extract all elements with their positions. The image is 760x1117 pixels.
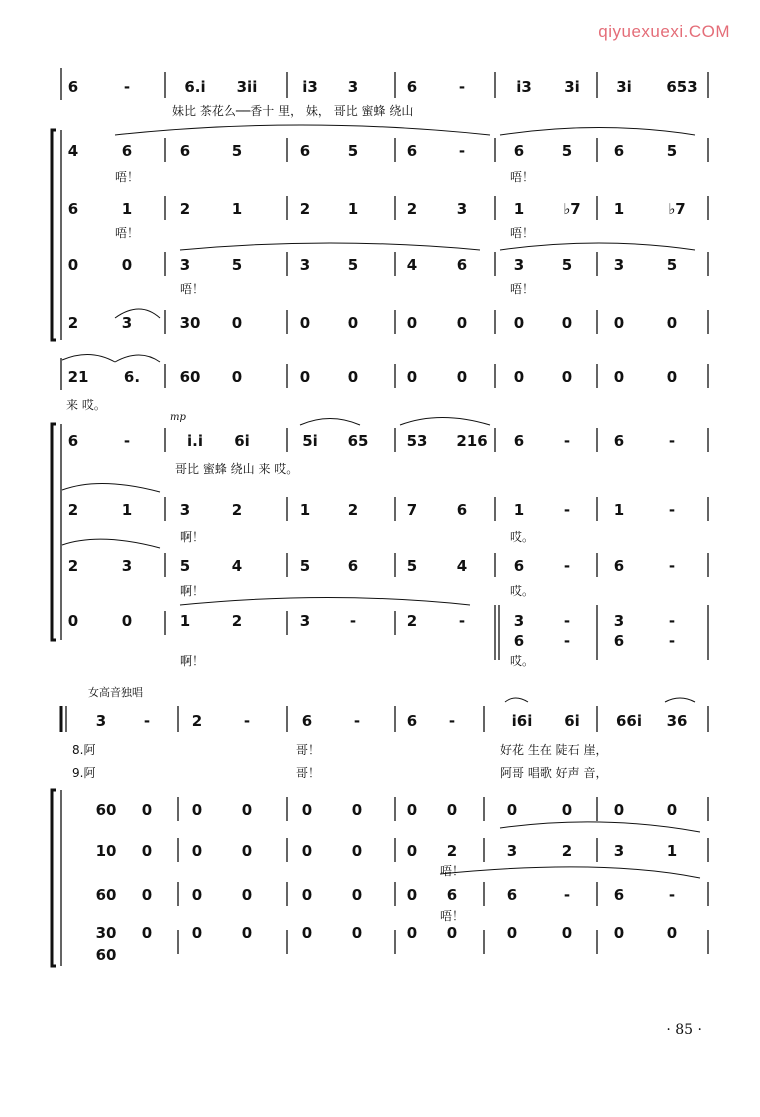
s2-p3-note-0: 2	[67, 557, 79, 575]
s3-p2-note-0: 10	[95, 842, 117, 860]
s3-p4-note-1: 0	[141, 924, 153, 942]
s2-p2-note-1: 1	[121, 501, 133, 519]
lyric-s1-p2-b: 唔！	[510, 226, 535, 240]
s1-melody-note-0: 6	[67, 78, 79, 96]
s3-p2-note-9: 2	[561, 842, 573, 860]
s3-p1-note-3: 0	[241, 801, 253, 819]
s3-p1-note-11: 0	[666, 801, 678, 819]
s3-p3-note-0: 60	[95, 886, 117, 904]
s2-p1-note-10: 6	[613, 432, 625, 450]
s1-p1-note-5: 5	[347, 142, 359, 160]
s2-p4-note-10: 3	[613, 612, 625, 630]
s2-p1-note-3: 6i	[234, 432, 250, 450]
s1-melody-note-6: 6	[406, 78, 418, 96]
s3-p3-note-2: 0	[191, 886, 203, 904]
s2-p3-note-11: -	[668, 557, 676, 575]
s2-p3-note-7: 4	[456, 557, 468, 575]
s3-melody-note-10: 66i	[615, 712, 642, 730]
s2-p3-note-6: 5	[406, 557, 418, 575]
s2-p2-note-7: 6	[456, 501, 468, 519]
s3-p2-note-5: 0	[351, 842, 363, 860]
s1-p4-note-6: 0	[406, 314, 418, 332]
s1-melody-note-3: 3ii	[236, 78, 258, 96]
s3-p4-note-8: 0	[506, 924, 518, 942]
s2-p2-note-10: 1	[613, 501, 625, 519]
s3-p4-note-10: 0	[613, 924, 625, 942]
s1-p4-note-3: 0	[231, 314, 243, 332]
verse9-a: 9.阿	[72, 766, 96, 780]
s3-p2-note-3: 0	[241, 842, 253, 860]
s2-p4-note-11: -	[668, 612, 676, 630]
s1-melody-note-10: 3i	[616, 78, 632, 96]
s2-p2-note-2: 3	[179, 501, 191, 519]
s2-p1-note-7: 216	[456, 432, 488, 450]
s2-p2-note-6: 7	[406, 501, 418, 519]
s3-p1-note-0: 60	[95, 801, 117, 819]
s1-p3-note-3: 5	[231, 256, 243, 274]
s1-p2-note-8: 1	[513, 200, 525, 218]
s1-melody-note-9: 3i	[564, 78, 580, 96]
s3-melody-note-2: 2	[191, 712, 203, 730]
s1-p2-note-11: ♭7	[668, 200, 686, 218]
s1-p3-note-7: 6	[456, 256, 468, 274]
s3-melody-note-4: 6	[301, 712, 313, 730]
s1-p4-note-7: 0	[456, 314, 468, 332]
s2-melody-note-2: 60	[179, 368, 201, 386]
s1-melody-note-7: -	[458, 78, 466, 96]
s2-p4-low-note-0: 6	[513, 632, 525, 650]
s2-p2-note-4: 1	[299, 501, 311, 519]
s1-p1-note-4: 6	[299, 142, 311, 160]
s3-melody-note-5: -	[353, 712, 361, 730]
s1-p2-note-1: 1	[121, 200, 133, 218]
s2-p2-note-11: -	[668, 501, 676, 519]
s3-p3-note-4: 0	[301, 886, 313, 904]
s3-p1-note-7: 0	[446, 801, 458, 819]
lyric-s2-p2-b: 哎。	[510, 530, 535, 544]
s2-p4-note-4: 3	[299, 612, 311, 630]
s3-p2-note-10: 3	[613, 842, 625, 860]
s1-p3-note-4: 3	[299, 256, 311, 274]
s3-p3-note-3: 0	[241, 886, 253, 904]
s2-p3-note-3: 4	[231, 557, 243, 575]
s3-melody-note-7: -	[448, 712, 456, 730]
s3-p4-note-6: 0	[406, 924, 418, 942]
s3-melody-note-8: i6i	[511, 712, 533, 730]
s2-p1-note-0: 6	[67, 432, 79, 450]
s1-p2-note-3: 1	[231, 200, 243, 218]
s2-melody-note-3: 0	[231, 368, 243, 386]
s1-p4-note-1: 3	[121, 314, 133, 332]
s1-p3-note-0: 0	[67, 256, 79, 274]
s1-p3-note-5: 5	[347, 256, 359, 274]
s3-p1-note-4: 0	[301, 801, 313, 819]
s3-p1-note-9: 0	[561, 801, 573, 819]
s3-melody-note-9: 6i	[564, 712, 580, 730]
s2-melody-note-11: 0	[666, 368, 678, 386]
s3-p3-note-5: 0	[351, 886, 363, 904]
s2-melody-note-9: 0	[561, 368, 573, 386]
s3-p1-note-1: 0	[141, 801, 153, 819]
s2-p4-low-note-3: -	[668, 632, 676, 650]
s2-melody-note-1: 6.	[123, 368, 141, 386]
s1-melody-note-8: i3	[516, 78, 532, 96]
verse9-c: 阿哥 唱歌 好声 音，	[500, 766, 608, 780]
s3-p3-note-1: 0	[141, 886, 153, 904]
page-number: · 85 ·	[666, 1022, 702, 1038]
lyric-s1-p2-a: 唔！	[115, 226, 140, 240]
s1-p4-note-4: 0	[299, 314, 311, 332]
lyric-s1-p1-a: 唔！	[115, 170, 140, 184]
s2-p1-note-11: -	[668, 432, 676, 450]
verse8-a: 8.阿	[72, 743, 96, 757]
s3-p2-note-4: 0	[301, 842, 313, 860]
s2-p1-note-4: 5i	[302, 432, 318, 450]
s1-p4-note-2: 30	[179, 314, 201, 332]
lyric-s2-p3-a: 啊！	[180, 584, 205, 598]
s1-p1-note-9: 5	[561, 142, 573, 160]
s2-p3-note-5: 6	[347, 557, 359, 575]
s1-p4-note-8: 0	[513, 314, 525, 332]
s3-p3-note-9: -	[563, 886, 571, 904]
s3-p1-note-5: 0	[351, 801, 363, 819]
s2-melody-note-4: 0	[299, 368, 311, 386]
lyric-s3-p3: 唔！	[440, 909, 465, 923]
lyric-s1-p1-b: 唔！	[510, 170, 535, 184]
s1-p1-note-10: 6	[613, 142, 625, 160]
s2-melody-note-8: 0	[513, 368, 525, 386]
s1-p3-note-1: 0	[121, 256, 133, 274]
s2-p2-note-5: 2	[347, 501, 359, 519]
s2-p1-note-6: 53	[406, 432, 428, 450]
s1-p2-note-7: 3	[456, 200, 468, 218]
s2-p2-note-3: 2	[231, 501, 243, 519]
s1-p3-note-9: 5	[561, 256, 573, 274]
s2-p3-note-4: 5	[299, 557, 311, 575]
s1-p2-note-6: 2	[406, 200, 418, 218]
s3-p3-note-11: -	[668, 886, 676, 904]
s2-p3-note-2: 5	[179, 557, 191, 575]
s1-p1-note-11: 5	[666, 142, 678, 160]
s1-melody-note-2: 6.i	[184, 78, 206, 96]
s2-p4-note-5: -	[349, 612, 357, 630]
s3-p4-note-4: 0	[301, 924, 313, 942]
s1-p3-note-10: 3	[613, 256, 625, 274]
s3-p4-low-note-0: 60	[95, 946, 117, 964]
lyric-s3-p2: 唔！	[440, 864, 465, 878]
s1-p3-note-8: 3	[513, 256, 525, 274]
s1-p1-note-2: 6	[179, 142, 191, 160]
verse8-b: 哥！	[296, 743, 321, 757]
lyric-s2-p2-a: 啊！	[180, 530, 205, 544]
s1-p1-note-8: 6	[513, 142, 525, 160]
s2-p1-note-1: -	[123, 432, 131, 450]
lyric-s2-p4-b: 哎。	[510, 654, 535, 668]
s2-p4-note-6: 2	[406, 612, 418, 630]
s1-p4-note-5: 0	[347, 314, 359, 332]
s3-melody-note-1: -	[143, 712, 151, 730]
s2-p4-note-1: 0	[121, 612, 133, 630]
s3-p4-note-5: 0	[351, 924, 363, 942]
s2-p1-note-2: i.i	[187, 432, 203, 450]
s3-p2-note-1: 0	[141, 842, 153, 860]
s1-melody-note-11: 653	[666, 78, 698, 96]
s2-p4-note-9: -	[563, 612, 571, 630]
s2-p4-low-note-1: -	[563, 632, 571, 650]
s3-p2-note-7: 2	[446, 842, 458, 860]
s3-melody-note-6: 6	[406, 712, 418, 730]
s3-p1-note-8: 0	[506, 801, 518, 819]
s2-p4-note-7: -	[458, 612, 466, 630]
s3-p4-note-7: 0	[446, 924, 458, 942]
s2-p2-note-8: 1	[513, 501, 525, 519]
lyric-s2-p1: 哥比 蜜蜂 绕山 来 哎。	[175, 462, 299, 476]
s3-p1-note-2: 0	[191, 801, 203, 819]
s3-p3-note-10: 6	[613, 886, 625, 904]
s3-p3-note-8: 6	[506, 886, 518, 904]
s2-melody-note-7: 0	[456, 368, 468, 386]
system2-barlines	[52, 358, 708, 660]
s2-melody-note-6: 0	[406, 368, 418, 386]
s2-p3-note-1: 3	[121, 557, 133, 575]
s1-p3-note-2: 3	[179, 256, 191, 274]
s2-p4-note-3: 2	[231, 612, 243, 630]
s3-p4-note-0: 30	[95, 924, 117, 942]
s2-p1-note-8: 6	[513, 432, 525, 450]
lyric-s2-p4-a: 啊！	[180, 654, 205, 668]
s3-melody-note-0: 3	[95, 712, 107, 730]
s3-p2-note-6: 0	[406, 842, 418, 860]
s2-p3-note-8: 6	[513, 557, 525, 575]
s3-p4-note-9: 0	[561, 924, 573, 942]
s2-p4-low-note-2: 6	[613, 632, 625, 650]
s1-p1-note-0: 4	[67, 142, 79, 160]
s1-p2-note-5: 1	[347, 200, 359, 218]
s2-melody-note-0: 21	[67, 368, 89, 386]
verse8-c: 好花 生在 陡石 崖，	[500, 743, 608, 757]
s3-p2-note-11: 1	[666, 842, 678, 860]
s3-p3-note-6: 0	[406, 886, 418, 904]
s1-p2-note-0: 6	[67, 200, 79, 218]
s1-p1-note-1: 6	[121, 142, 133, 160]
s1-p3-note-11: 5	[666, 256, 678, 274]
s2-melody-note-10: 0	[613, 368, 625, 386]
s3-p1-note-10: 0	[613, 801, 625, 819]
s3-p3-note-7: 6	[446, 886, 458, 904]
s1-p1-note-6: 6	[406, 142, 418, 160]
s1-melody-note-5: 3	[347, 78, 359, 96]
s1-p2-note-4: 2	[299, 200, 311, 218]
s3-p2-note-8: 3	[506, 842, 518, 860]
s1-p2-note-9: ♭7	[563, 200, 581, 218]
lyric-s1-p3-b: 唔！	[510, 282, 535, 296]
s1-p3-note-6: 4	[406, 256, 418, 274]
s1-melody-note-4: i3	[302, 78, 318, 96]
s1-p2-note-10: 1	[613, 200, 625, 218]
lyric-s1-melody: 妹比 茶花么──香十 里， 妹， 哥比 蜜蜂 绕山	[172, 104, 414, 118]
s1-p4-note-10: 0	[613, 314, 625, 332]
s1-p1-note-7: -	[458, 142, 466, 160]
watermark: qiyuexuexi.COM	[598, 22, 730, 41]
s1-melody-note-1: -	[123, 78, 131, 96]
s2-p1-note-5: 65	[347, 432, 369, 450]
s1-p4-note-11: 0	[666, 314, 678, 332]
s2-p3-note-9: -	[563, 557, 571, 575]
lyric-s2-p3-b: 哎。	[510, 584, 535, 598]
s3-p4-note-11: 0	[666, 924, 678, 942]
s1-p2-note-2: 2	[179, 200, 191, 218]
s3-p1-note-6: 0	[406, 801, 418, 819]
s2-p4-note-8: 3	[513, 612, 525, 630]
s2-p4-note-2: 1	[179, 612, 191, 630]
s1-p4-note-9: 0	[561, 314, 573, 332]
s2-p1-note-9: -	[563, 432, 571, 450]
lyric-s1-p3-a: 唔！	[180, 282, 205, 296]
s2-p2-note-0: 2	[67, 501, 79, 519]
dynamic-mark: mp	[170, 412, 186, 423]
s2-p4-note-0: 0	[67, 612, 79, 630]
s1-p1-note-3: 5	[231, 142, 243, 160]
s3-melody-note-3: -	[243, 712, 251, 730]
s3-p4-note-3: 0	[241, 924, 253, 942]
s3-p2-note-2: 0	[191, 842, 203, 860]
s3-p4-note-2: 0	[191, 924, 203, 942]
s1-p4-note-0: 2	[67, 314, 79, 332]
verse9-b: 哥！	[296, 766, 321, 780]
s2-p3-note-10: 6	[613, 557, 625, 575]
lyric-s2-melody: 来 哎。	[66, 398, 106, 412]
s2-p2-note-9: -	[563, 501, 571, 519]
s3-melody-note-11: 36	[666, 712, 688, 730]
solo-label: 女高音独唱	[88, 686, 143, 699]
s2-melody-note-5: 0	[347, 368, 359, 386]
